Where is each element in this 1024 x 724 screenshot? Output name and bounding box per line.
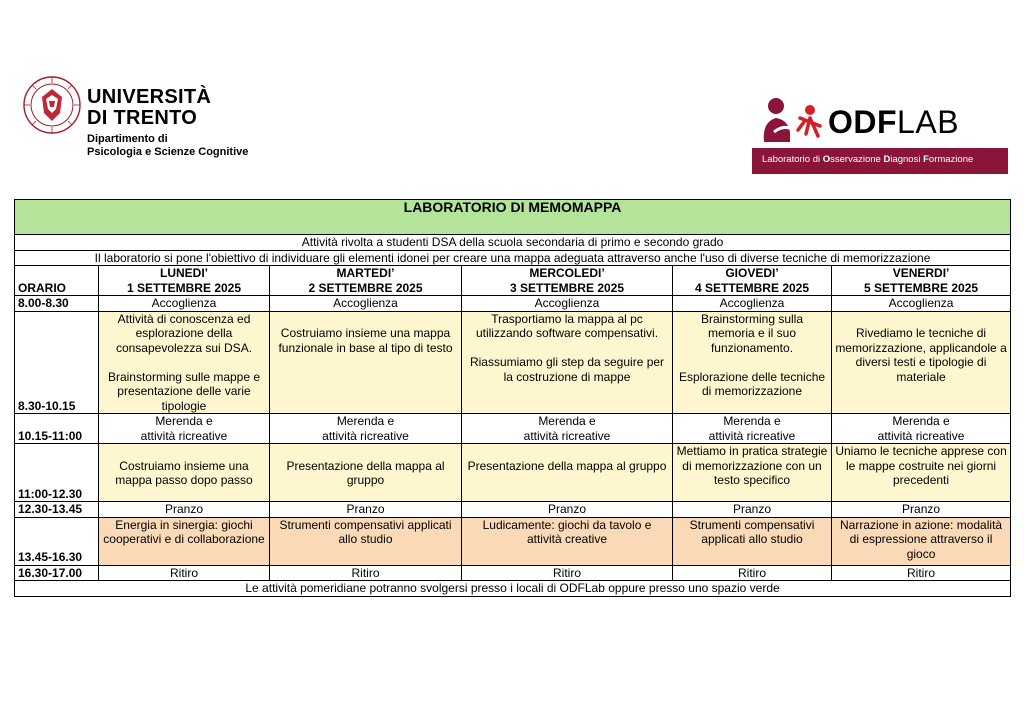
- activity-cell: Strumenti compensativi applicati allo studio: [673, 517, 832, 565]
- tagline-part: ormazione: [928, 154, 974, 165]
- day-name: VENERDI’: [892, 266, 950, 280]
- activity-cell: Ritiro: [832, 565, 1011, 581]
- unitn-logo: [22, 75, 262, 165]
- activity-cell: Accoglienza: [832, 296, 1011, 312]
- activity-cell: Accoglienza: [462, 296, 673, 312]
- tagline-initial: D: [883, 154, 891, 165]
- people-figure-icon: [760, 96, 830, 144]
- time-slot: 8.00-8.30: [15, 296, 99, 312]
- day-name: MERCOLEDI’: [529, 266, 605, 280]
- activity-cell: Merenda e attività ricreative: [462, 414, 673, 444]
- time-slot: 8.30-10.15: [15, 311, 99, 414]
- time-slot: 10.15-11:00: [15, 414, 99, 444]
- activity-cell: Merenda e attività ricreative: [673, 414, 832, 444]
- day-header-row: [15, 266, 1011, 296]
- unitn-dept-line1: Dipartimento di: [87, 133, 168, 145]
- day-name: MARTEDI’: [336, 266, 395, 280]
- schedule-row: [15, 296, 1011, 312]
- activity-cell: Accoglienza: [673, 296, 832, 312]
- schedule-row: [15, 565, 1011, 581]
- schedule-row: [15, 517, 1011, 565]
- time-header: ORARIO: [15, 266, 99, 296]
- schedule-row: [15, 502, 1011, 518]
- day-date: 4 SETTEMBRE 2025: [694, 280, 810, 295]
- activity-cell: Ritiro: [462, 565, 673, 581]
- time-slot: 12.30-13.45: [15, 502, 99, 518]
- tagline-part: sservazione: [830, 154, 884, 165]
- day-header: [462, 266, 673, 296]
- activity-cell: Ritiro: [673, 565, 832, 581]
- activity-cell: Presentazione della mappa al gruppo: [270, 444, 462, 502]
- unitn-dept-line2: Psicologia e Scienze Cognitive: [87, 146, 249, 158]
- day-date: 2 SETTEMBRE 2025: [308, 280, 423, 295]
- activity-cell: Pranzo: [673, 502, 832, 518]
- day-header: [673, 266, 832, 296]
- activity-cell: Mettiamo in pratica strategie di memorizzazione con un testo specifico: [673, 444, 832, 502]
- odflab-wordmark: [828, 106, 959, 138]
- activity-cell: Strumenti compensativi applicati allo studio: [270, 517, 462, 565]
- activity-cell: Trasportiamo la mappa al pc utilizzando software compensativi. Riassumiamo gli step da seguire per la costruzione di mappe: [462, 311, 673, 414]
- activity-cell: Merenda e attività ricreative: [832, 414, 1011, 444]
- day-name: GIOVEDI’: [725, 266, 779, 280]
- schedule-objective: Il laboratorio si pone l'obiettivo di individuare gli elementi idonei per creare una mappa adeguata attraverso anche l'uso di diverse tecniche di memorizzazione: [15, 250, 1011, 266]
- time-slot: 13.45-16.30: [15, 517, 99, 565]
- time-slot: 11:00-12.30: [15, 444, 99, 502]
- activity-cell: Pranzo: [832, 502, 1011, 518]
- tagline-part: Laboratorio di: [762, 154, 823, 165]
- activity-cell: Costruiamo insieme una mappa passo dopo passo: [99, 444, 270, 502]
- activity-cell: Narrazione in azione: modalità di espressione attraverso il gioco: [832, 517, 1011, 565]
- activity-cell: Merenda e attività ricreative: [270, 414, 462, 444]
- activity-cell: Accoglienza: [270, 296, 462, 312]
- activity-cell: Ludicamente: giochi da tavolo e attività creative: [462, 517, 673, 565]
- day-header: [270, 266, 462, 296]
- day-header: [832, 266, 1011, 296]
- odflab-logo: [752, 96, 1008, 178]
- activity-cell: Ritiro: [99, 565, 270, 581]
- day-name: LUNEDI’: [160, 266, 208, 280]
- odflab-word-light: LAB: [897, 104, 960, 140]
- day-date: 1 SETTEMBRE 2025: [126, 280, 242, 295]
- day-date: 5 SETTEMBRE 2025: [864, 280, 979, 295]
- tagline-initial: O: [822, 154, 831, 165]
- activity-cell: Merenda e attività ricreative: [99, 414, 270, 444]
- unitn-name-line1: UNIVERSITÀ: [87, 86, 212, 108]
- activity-cell: Rivediamo le tecniche di memorizzazione, applicandole a diversi testi e tipologie di materiale: [832, 311, 1011, 414]
- schedule-rows: [15, 296, 1011, 581]
- odflab-tagline: [762, 154, 973, 165]
- unitn-text: [87, 87, 248, 159]
- day-date: 3 SETTEMBRE 2025: [509, 280, 625, 295]
- activity-cell: Pranzo: [270, 502, 462, 518]
- schedule-row: [15, 444, 1011, 502]
- schedule-footer: Le attività pomeridiane potranno svolgersi presso i locali di ODFLab oppure presso uno spazio verde: [15, 581, 1011, 597]
- time-slot: 16.30-17.00: [15, 565, 99, 581]
- schedule-row: [15, 414, 1011, 444]
- schedule-table: [14, 199, 1011, 597]
- activity-cell: Ritiro: [270, 565, 462, 581]
- activity-cell: Attività di conoscenza ed esplorazione della consapevolezza sui DSA. Brainstorming sulle mappe e presentazione delle varie tipologie: [99, 311, 270, 414]
- schedule-subtitle: Attività rivolta a studenti DSA della scuola secondaria di primo e secondo grado: [15, 235, 1011, 251]
- schedule-row: [15, 311, 1011, 414]
- activity-cell: Accoglienza: [99, 296, 270, 312]
- activity-cell: Pranzo: [462, 502, 673, 518]
- activity-cell: Pranzo: [99, 502, 270, 518]
- tagline-initial: F: [923, 154, 929, 165]
- activity-cell: Energia in sinergia: giochi cooperativi e di collaborazione: [99, 517, 270, 565]
- day-header: [99, 266, 270, 296]
- university-seal-icon: [22, 75, 82, 135]
- activity-cell: Costruiamo insieme una mappa funzionale in base al tipo di testo: [270, 311, 462, 414]
- activity-cell: Presentazione della mappa al gruppo: [462, 444, 673, 502]
- tagline-part: iagnosi: [890, 154, 924, 165]
- activity-cell: Uniamo le tecniche apprese con le mappe costruite nei giorni precedenti: [832, 444, 1011, 502]
- odflab-word-bold: ODF: [828, 104, 898, 140]
- unitn-name-line2: DI TRENTO: [87, 107, 198, 129]
- activity-cell: Brainstorming sulla memoria e il suo funzionamento. Esplorazione delle tecniche di memorizzazione: [673, 311, 832, 414]
- schedule-title: LABORATORIO DI MEMOMAPPA: [15, 200, 1011, 235]
